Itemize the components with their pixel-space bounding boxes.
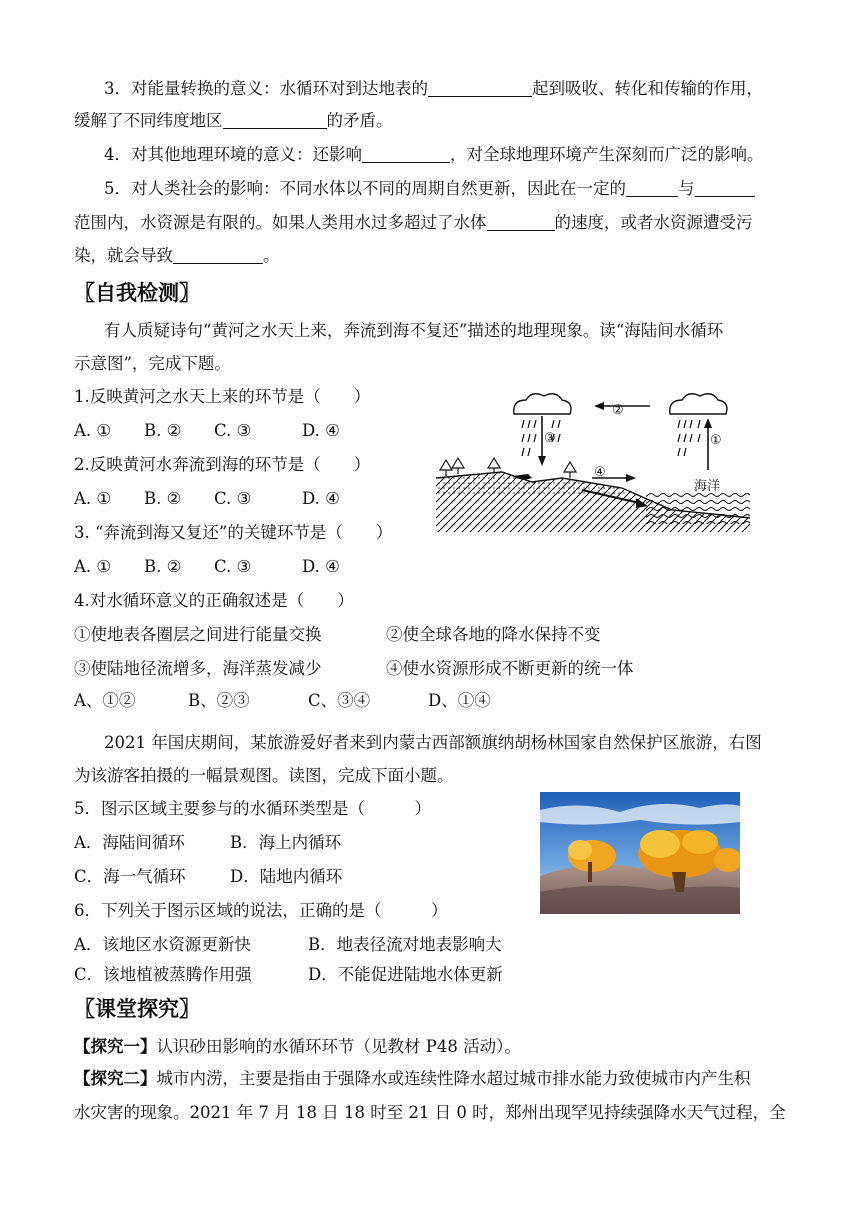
fill-blank[interactable] — [223, 111, 327, 129]
item4-text-2: ，对全球地理环境产生深刻而广泛的影响。 — [450, 145, 764, 164]
label-2: ② — [612, 403, 624, 418]
question-3-stem: 3. “奔流到海又复还”的关键环节是（ ） — [74, 523, 393, 542]
item4-text: 4．对其他地理环境的意义：还影响 — [104, 145, 362, 164]
q5-option-b[interactable]: B．海上内循环 — [230, 833, 342, 852]
q3-option-a[interactable]: A. ① — [74, 557, 112, 576]
q4-option-a[interactable]: A、①② — [74, 691, 136, 710]
question-6-stem: 6．下列关于图示区域的说法，正确的是（ ） — [74, 901, 448, 920]
item5-text: 5．对人类社会的影响：不同水体以不同的周期自然更新，因此在一定的 — [104, 179, 626, 198]
label-3: ③ — [544, 431, 556, 446]
explore-1-tag: 【探究一】 — [74, 1037, 157, 1056]
q3-option-c[interactable]: C. ③ — [214, 557, 252, 576]
q5-option-c[interactable]: C．海一气循环 — [74, 867, 186, 886]
ocean-label: 海洋 — [694, 479, 721, 494]
q3-option-b[interactable]: B. ② — [144, 557, 182, 576]
q4-statement-4: ④使水资源形成不断更新的统一体 — [386, 659, 634, 678]
q3-option-d[interactable]: D. ④ — [302, 557, 340, 576]
intro2-line1: 2021 年国庆期间，某旅游爱好者来到内蒙古西部额旗纳胡杨林国家自然保护区旅游，右图 — [104, 733, 762, 752]
q6-option-d[interactable]: D．不能促进陆地水体更新 — [308, 965, 503, 984]
q1-option-a[interactable]: A. ① — [74, 421, 112, 440]
item4-line — [104, 144, 764, 166]
fill-blank[interactable] — [362, 145, 450, 163]
cloud-left-icon — [514, 394, 571, 414]
item5-line1 — [104, 178, 755, 200]
fill-blank[interactable] — [695, 179, 755, 197]
explore-1-text: 认识砂田影响的水循环环节（见教材 P48 活动）。 — [156, 1037, 521, 1056]
q2-option-b[interactable]: B. ② — [144, 489, 182, 508]
item5-text-3: 范围内，水资源是有限的。如果人类用水过多超过了水体 — [74, 213, 487, 232]
poplar-forest-photo — [540, 792, 740, 914]
fill-blank[interactable] — [173, 246, 263, 264]
fill-blank[interactable] — [626, 179, 678, 197]
q4-option-d[interactable]: D、①④ — [428, 691, 491, 710]
explore-2-line2: 水灾害的现象。2021 年 7 月 18 日 18 时至 21 日 0 时，郑州出现罕见持续强降水天气过程，全 — [74, 1103, 786, 1122]
item3-text-2: 起到吸收、转化和传输的作用， — [532, 79, 763, 98]
water-cycle-diagram — [432, 386, 750, 532]
item5-text-6: 。 — [263, 246, 280, 265]
question-2-stem: 2.反映黄河水奔流到海的环节是（ ） — [74, 455, 371, 474]
item5-text-5: 染，就会导致 — [74, 246, 173, 265]
explore-2-text: 城市内涝，主要是指由于强降水或连续性降水超过城市排水能力致使城市内产生积 — [156, 1069, 751, 1088]
q6-option-c[interactable]: C．该地植被蒸腾作用强 — [74, 965, 252, 984]
q1-option-d[interactable]: D. ④ — [302, 421, 340, 440]
q2-option-c[interactable]: C. ③ — [214, 489, 252, 508]
explore-2-line1 — [74, 1068, 751, 1090]
q1-option-b[interactable]: B. ② — [144, 421, 182, 440]
item5-text-2: 与 — [678, 179, 695, 198]
q2-option-a[interactable]: A. ① — [74, 489, 112, 508]
q1-option-c[interactable]: C. ③ — [214, 421, 252, 440]
heading-self-check: 〖自我检测〗 — [74, 281, 200, 305]
q4-option-b[interactable]: B、②③ — [188, 691, 250, 710]
q5-option-d[interactable]: D．陆地内循环 — [230, 867, 343, 886]
q6-option-b[interactable]: B．地表径流对地表影响大 — [308, 935, 502, 954]
intro1-line2: 示意图”，完成下题。 — [74, 354, 231, 373]
intro2-line2: 为该游客拍摄的一幅景观图。读图，完成下面小题。 — [74, 766, 454, 785]
heading-explore: 〖课堂探究〗 — [74, 997, 200, 1021]
fill-blank[interactable] — [487, 213, 555, 231]
explore-1 — [74, 1036, 521, 1058]
item5-line3 — [74, 245, 280, 267]
q5-option-a[interactable]: A．海陆间循环 — [74, 833, 185, 852]
question-5-stem: 5．图示区域主要参与的水循环类型是（ ） — [74, 799, 431, 818]
item3-line1 — [104, 78, 763, 100]
item3-line2 — [74, 110, 393, 132]
item3-text-3: 缓解了不同纬度地区 — [74, 111, 223, 130]
cloud-right-icon — [670, 394, 727, 414]
label-1: ① — [710, 433, 722, 448]
q4-statement-3: ③使陆地径流增多，海洋蒸发减少 — [74, 659, 322, 678]
explore-2-tag: 【探究二】 — [74, 1069, 157, 1088]
q6-option-a[interactable]: A．该地区水资源更新快 — [74, 935, 251, 954]
item5-text-4: 的速度，或者水资源遭受污 — [554, 213, 753, 232]
q4-statement-1: ①使地表各圈层之间进行能量交换 — [74, 625, 322, 644]
item3-text-4: 的矛盾。 — [326, 111, 393, 130]
q4-option-c[interactable]: C、③④ — [308, 691, 371, 710]
question-1-stem: 1.反映黄河之水天上来的环节是（ ） — [74, 387, 371, 406]
label-4: ④ — [594, 465, 606, 480]
intro1-line1: 有人质疑诗句“黄河之水天上来，奔流到海不复还”描述的地理现象。读“海陆间水循环 — [104, 321, 724, 340]
rain-right-icon — [678, 420, 700, 456]
q2-option-d[interactable]: D. ④ — [302, 489, 340, 508]
fill-blank[interactable] — [428, 79, 532, 97]
ocean-area — [646, 490, 750, 524]
item3-text: 3．对能量转换的意义：水循环对到达地表的 — [104, 79, 428, 98]
item5-line2 — [74, 212, 753, 234]
question-4-stem: 4.对水循环意义的正确叙述是（ ） — [74, 591, 354, 610]
q4-statement-2: ②使全球各地的降水保持不变 — [386, 625, 601, 644]
